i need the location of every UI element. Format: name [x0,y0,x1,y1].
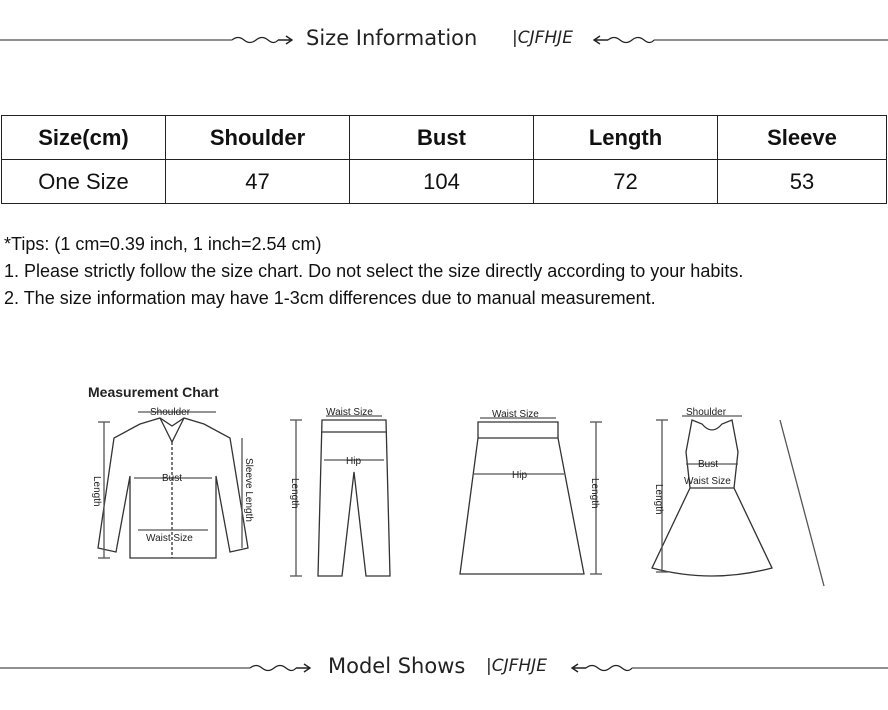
brand-name: |CJFHJE [512,28,573,48]
size-information-divider [0,20,888,60]
brand-name: |CJFHJE [486,656,547,676]
table-header-cell: Shoulder [166,116,350,160]
shirt-shoulder-label: Shoulder [150,407,191,418]
section-title: Model Shows [328,654,466,678]
shirt-sleeve-label: Sleeve Length [243,458,254,522]
skirt-length-label: Length [589,478,600,509]
section-title: Size Information [306,26,478,50]
size-table [1,115,887,204]
shirt-waist-label: Waist Size [146,533,193,544]
table-header-cell: Sleeve [718,116,887,160]
note-item: 2. The size information may have 1-3cm differences due to manual measurement. [4,288,656,308]
skirt-waist-label: Waist Size [492,409,539,420]
shirt-length-label: Length [91,476,102,507]
dress-shoulder-label: Shoulder [686,407,727,418]
dress-diagram [652,416,824,586]
table-header-cell: Length [534,116,718,160]
table-header-cell: Size(cm) [2,116,166,160]
table-cell: One Size [2,160,166,204]
skirt-diagram [460,418,602,574]
measurement-chart-title: Measurement Chart [88,384,219,400]
note-tips: *Tips: (1 cm=0.39 inch, 1 inch=2.54 cm) [4,234,322,254]
table-header-row [2,116,887,160]
dress-waist-label: Waist Size [684,476,731,487]
dress-length-label: Length [653,484,664,515]
table-cell: 47 [166,160,350,204]
measurement-chart-graphic [80,380,840,600]
note-item: 1. Please strictly follow the size chart. Do not select the size directly according to your habits. [4,261,744,281]
pants-length-label: Length [289,478,300,509]
shirt-bust-label: Bust [162,473,183,484]
measurement-chart [80,380,840,600]
dress-bust-label: Bust [698,459,719,470]
pants-waist-label: Waist Size [326,407,373,418]
table-row [2,160,887,204]
table-cell: 72 [534,160,718,204]
skirt-hip-label: Hip [512,470,528,481]
size-notes [4,231,743,312]
table-cell: 104 [350,160,534,204]
table-header-cell: Bust [350,116,534,160]
table-cell: 53 [718,160,887,204]
model-shows-divider [0,648,888,688]
pants-diagram [290,416,390,576]
pants-hip-label: Hip [346,456,362,467]
